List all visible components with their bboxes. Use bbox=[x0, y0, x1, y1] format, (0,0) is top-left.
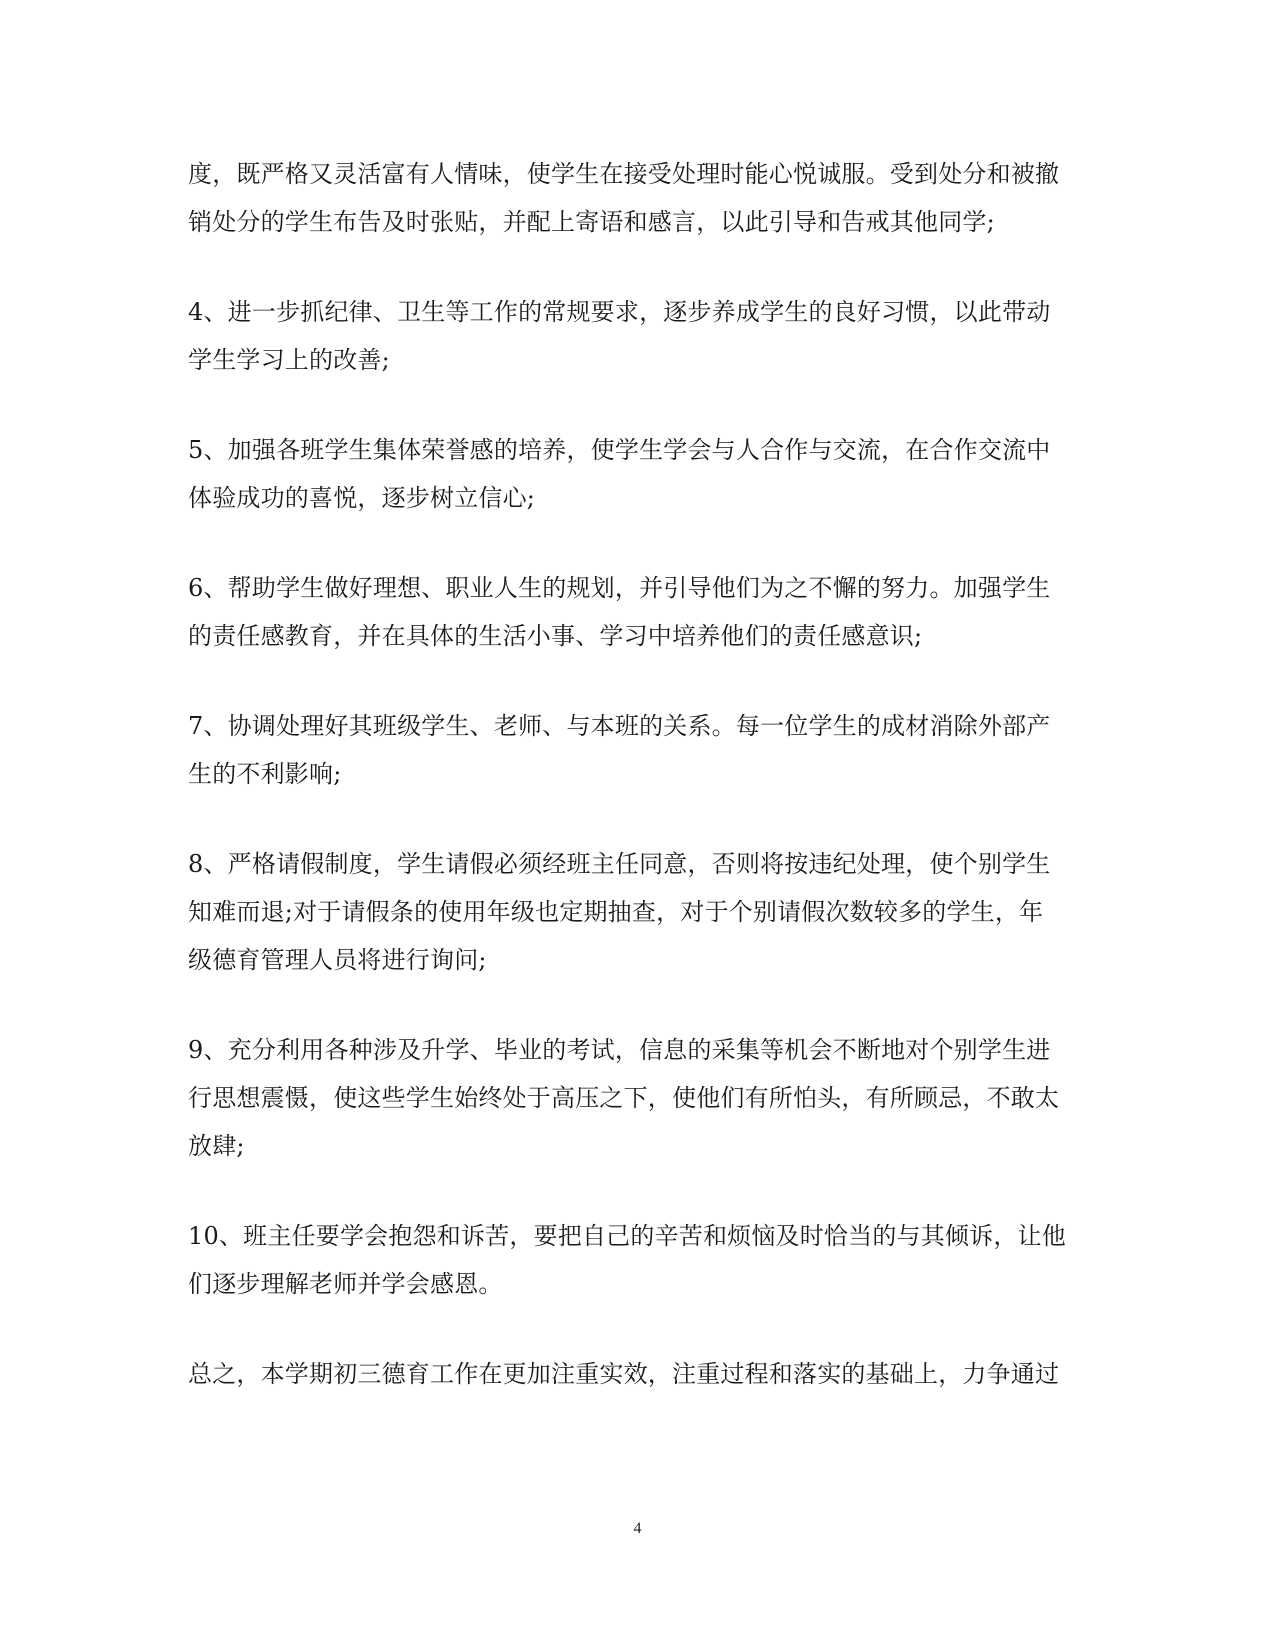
text-line: 5、加强各班学生集体荣誉感的培养，使学生学会与人合作与交流，在合作交流中 bbox=[188, 436, 1051, 464]
paragraph-item-8 bbox=[188, 840, 1088, 984]
text-line: 10、班主任要学会抱怨和诉苦，要把自己的辛苦和烦恼及时恰当的与其倾诉，让他 bbox=[188, 1222, 1066, 1250]
text-line: 4、进一步抓纪律、卫生等工作的常规要求，逐步养成学生的良好习惯，以此带动 bbox=[188, 298, 1051, 326]
text-line: 6、帮助学生做好理想、职业人生的规划，并引导他们为之不懈的努力。加强学生 bbox=[188, 574, 1051, 602]
text-line: 8、严格请假制度，学生请假必须经班主任同意，否则将按违纪处理，使个别学生 bbox=[188, 850, 1051, 878]
document-body bbox=[188, 150, 1088, 1440]
paragraph-item-7 bbox=[188, 702, 1088, 798]
text-line: 生的不利影响; bbox=[188, 760, 342, 788]
paragraph-item-6 bbox=[188, 564, 1088, 660]
paragraph-continuation bbox=[188, 150, 1088, 246]
paragraph-item-10 bbox=[188, 1212, 1088, 1308]
text-line: 总之，本学期初三德育工作在更加注重实效，注重过程和落实的基础上，力争通过 bbox=[188, 1360, 1060, 1388]
paragraph-item-9 bbox=[188, 1026, 1088, 1170]
text-line: 放肆; bbox=[188, 1132, 245, 1160]
page-number: 4 bbox=[633, 1520, 642, 1537]
text-line: 9、充分利用各种涉及升学、毕业的考试，信息的采集等机会不断地对个别学生进 bbox=[188, 1036, 1051, 1064]
paragraph-summary bbox=[188, 1350, 1088, 1398]
text-line: 体验成功的喜悦，逐步树立信心; bbox=[188, 484, 536, 512]
text-line: 知难而退;对于请假条的使用年级也定期抽查，对于个别请假次数较多的学生，年 bbox=[188, 898, 1044, 926]
paragraph-item-5 bbox=[188, 426, 1088, 522]
text-line: 行思想震慑，使这些学生始终处于高压之下，使他们有所怕头，有所顾忌，不敢太 bbox=[188, 1084, 1060, 1112]
text-line: 们逐步理解老师并学会感恩。 bbox=[188, 1270, 503, 1298]
text-line: 学生学习上的改善; bbox=[188, 346, 390, 374]
text-line: 度，既严格又灵活富有人情味，使学生在接受处理时能心悦诚服。受到处分和被撤 bbox=[188, 160, 1060, 188]
text-line: 级德育管理人员将进行询问; bbox=[188, 946, 487, 974]
text-line: 销处分的学生布告及时张贴，并配上寄语和感言，以此引导和告戒其他同学; bbox=[188, 208, 995, 236]
paragraph-item-4 bbox=[188, 288, 1088, 384]
text-line: 7、协调处理好其班级学生、老师、与本班的关系。每一位学生的成材消除外部产 bbox=[188, 712, 1051, 740]
text-line: 的责任感教育，并在具体的生活小事、学习中培养他们的责任感意识; bbox=[188, 622, 923, 650]
